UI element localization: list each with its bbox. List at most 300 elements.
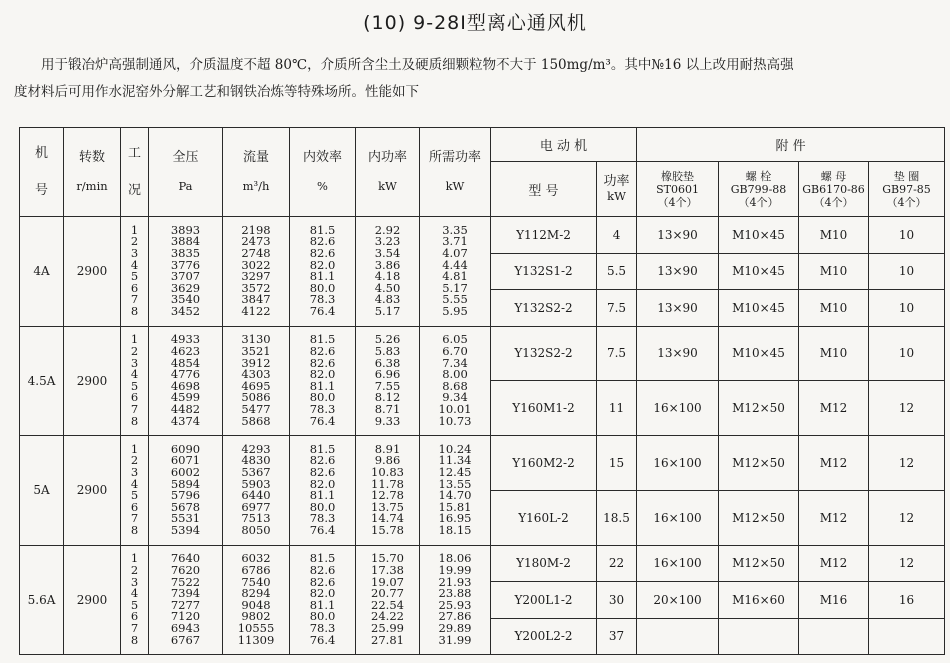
condition-cell-value: 3 xyxy=(130,574,139,589)
rubber-pad-cell xyxy=(637,618,719,655)
condition-cell-value: 6 xyxy=(130,390,139,405)
header-efficiency: 内效率 % xyxy=(290,128,356,217)
required-power-cell-value: 4.44 xyxy=(442,257,468,272)
required-power-cell-value: 9.34 xyxy=(442,390,468,405)
bolt-cell: M10×45 xyxy=(719,253,799,290)
rubber-pad-cell: 16×100 xyxy=(637,381,719,436)
flow-cell-value: 7540 xyxy=(241,574,271,589)
required-power-cell-value: 31.99 xyxy=(438,632,472,647)
motor-model-cell: Y132S2-2 xyxy=(491,326,597,381)
efficiency-cell-value: 78.3 xyxy=(309,620,336,635)
washer-cell: 16 xyxy=(869,582,945,619)
table-row xyxy=(20,326,945,335)
required-power-cell-value: 10.73 xyxy=(438,413,472,428)
internal-power-cell xyxy=(356,326,420,436)
motor-power-cell: 4 xyxy=(597,217,637,254)
bolt-cell: M12×50 xyxy=(719,490,799,545)
pressure-cell xyxy=(149,436,223,546)
condition-cell-value: 4 xyxy=(130,257,139,272)
pressure-cell-value: 5796 xyxy=(170,488,201,503)
internal-power-cell-value: 4.18 xyxy=(374,269,401,284)
internal-power-cell-value: 8.71 xyxy=(374,401,401,416)
efficiency-cell xyxy=(290,217,356,327)
required-power-cell-value: 12.45 xyxy=(438,465,472,480)
flow-cell-value: 6977 xyxy=(241,499,271,514)
pressure-cell-value: 3540 xyxy=(170,292,201,307)
pressure-cell-value: 4374 xyxy=(170,413,201,428)
efficiency-cell-value: 82.6 xyxy=(309,562,336,577)
efficiency-cell-value: 80.0 xyxy=(309,390,336,405)
table-row xyxy=(20,545,945,554)
condition-cell xyxy=(121,326,149,436)
pressure-cell-value: 7120 xyxy=(170,609,201,624)
flow-cell-value: 3572 xyxy=(241,280,271,295)
flow-cell xyxy=(223,436,290,546)
pressure-cell-value: 7394 xyxy=(170,586,201,601)
bolt-cell: M16×60 xyxy=(719,582,799,619)
header-motor-model: 型 号 xyxy=(491,162,597,217)
required-power-cell-value: 27.86 xyxy=(438,609,472,624)
rubber-pad-cell: 13×90 xyxy=(637,326,719,381)
internal-power-cell-value: 14.74 xyxy=(371,511,404,526)
header-motor-group: 电 动 机 xyxy=(491,128,637,162)
motor-power-cell: 5.5 xyxy=(597,253,637,290)
internal-power-cell-value: 25.99 xyxy=(371,620,404,635)
required-power-cell-value: 8.00 xyxy=(442,367,468,382)
efficiency-cell-value: 78.3 xyxy=(309,511,336,526)
pressure-cell xyxy=(149,217,223,327)
internal-power-cell-value: 19.07 xyxy=(371,574,404,589)
page-title: (10) 9-28Ⅰ型离心通风机 xyxy=(363,12,587,34)
condition-cell-value: 4 xyxy=(130,476,139,491)
pressure-cell-value: 3452 xyxy=(170,304,201,319)
table-row xyxy=(20,217,945,226)
flow-cell-value: 4303 xyxy=(241,367,271,382)
internal-power-cell-value: 5.26 xyxy=(374,332,401,347)
efficiency-cell-value: 82.6 xyxy=(309,465,336,480)
efficiency-cell-value: 81.5 xyxy=(309,222,336,237)
intro-paragraph xyxy=(14,52,936,106)
efficiency-cell-value: 82.6 xyxy=(309,355,336,370)
motor-model-cell: Y112M-2 xyxy=(491,217,597,254)
required-power-cell-value: 4.81 xyxy=(442,269,468,284)
internal-power-cell-value: 5.83 xyxy=(374,343,401,358)
motor-power-cell: 18.5 xyxy=(597,490,637,545)
required-power-cell-value: 11.34 xyxy=(438,453,472,468)
internal-power-cell-value: 3.54 xyxy=(374,246,401,261)
condition-cell-value: 8 xyxy=(130,632,139,647)
washer-cell: 12 xyxy=(869,436,945,491)
efficiency-cell-value: 82.0 xyxy=(309,476,336,491)
required-power-cell-value: 14.70 xyxy=(438,488,472,503)
condition-cell-value: 8 xyxy=(130,413,139,428)
flow-cell xyxy=(223,217,290,327)
header-model: 机 号 xyxy=(20,128,64,217)
internal-power-cell-value: 15.70 xyxy=(371,551,404,566)
flow-cell-value: 6440 xyxy=(241,488,271,503)
header-internal-power: 内功率 kW xyxy=(356,128,420,217)
nut-cell: M10 xyxy=(799,217,869,254)
required-power-cell-value: 3.71 xyxy=(442,234,468,249)
condition-cell-value: 6 xyxy=(130,280,139,295)
nut-cell: M12 xyxy=(799,381,869,436)
pressure-cell-value: 3629 xyxy=(170,280,201,295)
rubber-pad-cell: 13×90 xyxy=(637,217,719,254)
condition-cell-value: 7 xyxy=(130,511,139,526)
header-condition: 工 况 xyxy=(121,128,149,217)
nut-cell: M12 xyxy=(799,436,869,491)
pressure-cell-value: 5678 xyxy=(170,499,201,514)
model-cell: 4A xyxy=(20,217,64,327)
efficiency-cell-value: 76.4 xyxy=(309,304,336,319)
motor-model-cell: Y180M-2 xyxy=(491,545,597,582)
model-cell: 5A xyxy=(20,436,64,546)
internal-power-cell-value: 4.83 xyxy=(374,292,401,307)
pressure-cell-value: 4776 xyxy=(170,367,201,382)
condition-cell-value: 2 xyxy=(130,234,139,249)
pressure-cell-value: 6090 xyxy=(170,441,201,456)
condition-cell-value: 1 xyxy=(130,551,139,566)
intro-line-2: 度材料后可用作水泥窑外分解工艺和钢铁冶炼等特殊场所。性能如下 xyxy=(14,84,419,100)
flow-cell-value: 9048 xyxy=(241,597,271,612)
motor-model-cell: Y200L1-2 xyxy=(491,582,597,619)
pressure-cell-value: 3776 xyxy=(170,257,201,272)
motor-power-cell: 22 xyxy=(597,545,637,582)
washer-cell xyxy=(869,618,945,655)
condition-cell-value: 6 xyxy=(130,499,139,514)
motor-power-cell: 7.5 xyxy=(597,290,637,327)
pressure-cell xyxy=(149,545,223,655)
pressure-cell-value: 7277 xyxy=(170,597,201,612)
internal-power-cell-value: 7.55 xyxy=(374,378,401,393)
flow-cell-value: 3297 xyxy=(241,269,271,284)
nut-cell: M16 xyxy=(799,582,869,619)
flow-cell-value: 5903 xyxy=(241,476,271,491)
condition-cell xyxy=(121,217,149,327)
rubber-pad-cell: 16×100 xyxy=(637,436,719,491)
motor-power-cell: 7.5 xyxy=(597,326,637,381)
flow-cell-value: 9802 xyxy=(241,609,271,624)
efficiency-cell-value: 78.3 xyxy=(309,292,336,307)
flow-cell-value: 4122 xyxy=(241,304,271,319)
efficiency-cell-value: 81.1 xyxy=(309,269,336,284)
flow-cell xyxy=(223,545,290,655)
required-power-cell-value: 5.95 xyxy=(442,304,468,319)
header-rubber-pad: 橡胶垫 ST0601 （4个） xyxy=(637,162,719,217)
efficiency-cell-value: 80.0 xyxy=(309,609,336,624)
internal-power-cell xyxy=(356,545,420,655)
condition-cell xyxy=(121,545,149,655)
required-power-cell-value: 15.81 xyxy=(438,499,472,514)
required-power-cell-value: 21.93 xyxy=(438,574,472,589)
required-power-cell-value: 4.07 xyxy=(442,246,468,261)
flow-cell-value: 5367 xyxy=(241,465,271,480)
efficiency-cell xyxy=(290,545,356,655)
header-pressure: 全压 Pa xyxy=(149,128,223,217)
flow-cell-value: 2473 xyxy=(241,234,271,249)
pressure-cell-value: 6943 xyxy=(170,620,201,635)
required-power-cell-value: 6.05 xyxy=(442,332,468,347)
condition-cell-value: 1 xyxy=(130,441,139,456)
efficiency-cell-value: 82.0 xyxy=(309,367,336,382)
flow-cell-value: 8294 xyxy=(241,586,271,601)
efficiency-cell-value: 76.4 xyxy=(309,413,336,428)
condition-cell-value: 7 xyxy=(130,401,139,416)
flow-cell-value: 10555 xyxy=(237,620,275,635)
flow-cell-value: 2198 xyxy=(241,222,271,237)
required-power-cell xyxy=(420,545,491,655)
flow-cell-value: 3912 xyxy=(241,355,271,370)
model-cell: 4.5A xyxy=(20,326,64,436)
table-body xyxy=(20,217,945,655)
condition-cell-value: 2 xyxy=(130,562,139,577)
nut-cell: M10 xyxy=(799,253,869,290)
flow-cell-value: 5086 xyxy=(241,390,271,405)
efficiency-cell-value: 81.5 xyxy=(309,551,336,566)
washer-cell: 12 xyxy=(869,381,945,436)
required-power-cell-value: 3.35 xyxy=(442,222,468,237)
required-power-cell xyxy=(420,326,491,436)
pressure-cell-value: 4623 xyxy=(170,343,201,358)
internal-power-cell-value: 6.38 xyxy=(374,355,401,370)
internal-power-cell-value: 6.96 xyxy=(374,367,401,382)
required-power-cell xyxy=(420,217,491,327)
flow-cell-value: 6786 xyxy=(241,562,271,577)
pressure-cell xyxy=(149,326,223,436)
efficiency-cell-value: 81.5 xyxy=(309,441,336,456)
efficiency-cell-value: 82.6 xyxy=(309,343,336,358)
internal-power-cell-value: 13.75 xyxy=(371,499,404,514)
nut-cell: M10 xyxy=(799,290,869,327)
flow-cell-value: 2748 xyxy=(241,246,271,261)
rubber-pad-cell: 20×100 xyxy=(637,582,719,619)
washer-cell: 12 xyxy=(869,490,945,545)
header-washer: 垫 圈 GB97-85 （4个） xyxy=(869,162,945,217)
motor-model-cell: Y160M1-2 xyxy=(491,381,597,436)
pressure-cell-value: 7522 xyxy=(170,574,201,589)
speed-cell: 2900 xyxy=(64,436,121,546)
bolt-cell: M12×50 xyxy=(719,381,799,436)
internal-power-cell-value: 4.50 xyxy=(374,280,401,295)
flow-cell-value: 11309 xyxy=(237,632,275,647)
efficiency-cell-value: 82.6 xyxy=(309,574,336,589)
pressure-cell-value: 5531 xyxy=(170,511,201,526)
nut-cell: M10 xyxy=(799,326,869,381)
motor-power-cell: 37 xyxy=(597,618,637,655)
speed-cell: 2900 xyxy=(64,545,121,655)
required-power-cell-value: 16.95 xyxy=(438,511,472,526)
pressure-cell-value: 3884 xyxy=(170,234,201,249)
required-power-cell-value: 10.01 xyxy=(438,401,472,416)
pressure-cell-value: 4482 xyxy=(170,401,201,416)
intro-line-1: 用于锻冶炉高强制通风，介质温度不超 80℃，介质所含尘土及硬质细颗粒物不大于 150mg/m³。其中№16 以上改用耐热高强 xyxy=(41,57,794,73)
washer-cell: 10 xyxy=(869,217,945,254)
required-power-cell-value: 8.68 xyxy=(442,378,468,393)
efficiency-cell-value: 81.1 xyxy=(309,488,336,503)
flow-cell-value: 5868 xyxy=(241,413,271,428)
washer-cell: 10 xyxy=(869,290,945,327)
flow-cell-value: 3022 xyxy=(241,257,271,272)
internal-power-cell-value: 20.77 xyxy=(371,586,404,601)
bolt-cell: M12×50 xyxy=(719,545,799,582)
condition-cell-value: 3 xyxy=(130,465,139,480)
internal-power-cell-value: 22.54 xyxy=(371,597,404,612)
rubber-pad-cell: 16×100 xyxy=(637,545,719,582)
required-power-cell-value: 19.99 xyxy=(438,562,472,577)
internal-power-cell-value: 11.78 xyxy=(371,476,404,491)
bolt-cell: M10×45 xyxy=(719,290,799,327)
flow-cell-value: 3130 xyxy=(241,332,271,347)
flow-cell-value: 6032 xyxy=(241,551,271,566)
required-power-cell-value: 7.34 xyxy=(442,355,468,370)
required-power-cell-value: 29.89 xyxy=(438,620,472,635)
condition-cell-value: 3 xyxy=(130,246,139,261)
required-power-cell-value: 23.88 xyxy=(438,586,472,601)
efficiency-cell-value: 81.5 xyxy=(309,332,336,347)
efficiency-cell xyxy=(290,436,356,546)
table-row xyxy=(20,436,945,445)
efficiency-cell-value: 80.0 xyxy=(309,499,336,514)
efficiency-cell-value: 82.6 xyxy=(309,453,336,468)
pressure-cell-value: 3707 xyxy=(170,269,201,284)
condition-cell-value: 4 xyxy=(130,586,139,601)
speed-cell: 2900 xyxy=(64,217,121,327)
internal-power-cell-value: 27.81 xyxy=(371,632,404,647)
pressure-cell-value: 4854 xyxy=(170,355,201,370)
flow-cell-value: 4293 xyxy=(241,441,271,456)
condition-cell-value: 7 xyxy=(130,292,139,307)
pressure-cell-value: 3893 xyxy=(170,222,201,237)
washer-cell: 10 xyxy=(869,253,945,290)
condition-cell-value: 2 xyxy=(130,343,139,358)
pressure-cell-value: 4599 xyxy=(170,390,201,405)
efficiency-cell-value: 78.3 xyxy=(309,401,336,416)
bolt-cell: M12×50 xyxy=(719,436,799,491)
flow-cell xyxy=(223,326,290,436)
efficiency-cell-value: 81.1 xyxy=(309,378,336,393)
internal-power-cell-value: 15.78 xyxy=(371,523,404,538)
internal-power-cell-value: 24.22 xyxy=(371,609,404,624)
internal-power-cell-value: 10.83 xyxy=(371,465,404,480)
condition-cell-value: 1 xyxy=(130,332,139,347)
efficiency-cell xyxy=(290,326,356,436)
required-power-cell-value: 18.15 xyxy=(438,523,472,538)
flow-cell-value: 8050 xyxy=(241,523,271,538)
model-cell: 5.6A xyxy=(20,545,64,655)
washer-cell: 10 xyxy=(869,326,945,381)
internal-power-cell-value: 12.78 xyxy=(371,488,404,503)
condition-cell-value: 1 xyxy=(130,222,139,237)
bolt-cell xyxy=(719,618,799,655)
internal-power-cell-value: 2.92 xyxy=(374,222,401,237)
bolt-cell: M10×45 xyxy=(719,217,799,254)
condition-cell-value: 5 xyxy=(130,597,139,612)
pressure-cell-value: 4698 xyxy=(170,378,201,393)
efficiency-cell-value: 82.0 xyxy=(309,586,336,601)
efficiency-cell-value: 76.4 xyxy=(309,523,336,538)
pressure-cell-value: 5394 xyxy=(170,523,201,538)
flow-cell-value: 3521 xyxy=(241,343,271,358)
motor-model-cell: Y132S1-2 xyxy=(491,253,597,290)
motor-power-cell: 30 xyxy=(597,582,637,619)
flow-cell-value: 4830 xyxy=(241,453,271,468)
header-nut: 螺 母 GB6170-86 （4个） xyxy=(799,162,869,217)
efficiency-cell-value: 82.6 xyxy=(309,246,336,261)
condition-cell-value: 8 xyxy=(130,523,139,538)
pressure-cell-value: 6002 xyxy=(170,465,201,480)
required-power-cell-value: 5.55 xyxy=(442,292,468,307)
required-power-cell xyxy=(420,436,491,546)
header-motor-power: 功率 kW xyxy=(597,162,637,217)
internal-power-cell xyxy=(356,436,420,546)
required-power-cell-value: 25.93 xyxy=(438,597,472,612)
efficiency-cell-value: 76.4 xyxy=(309,632,336,647)
required-power-cell-value: 13.55 xyxy=(438,476,472,491)
motor-power-cell: 15 xyxy=(597,436,637,491)
header-required-power: 所需功率 kW xyxy=(420,128,491,217)
header-speed: 转数 r/min xyxy=(64,128,121,217)
pressure-cell-value: 6071 xyxy=(170,453,201,468)
efficiency-cell-value: 81.1 xyxy=(309,597,336,612)
efficiency-cell-value: 82.0 xyxy=(309,257,336,272)
efficiency-cell-value: 82.6 xyxy=(309,234,336,249)
internal-power-cell-value: 8.12 xyxy=(374,390,401,405)
condition-cell-value: 4 xyxy=(130,367,139,382)
required-power-cell-value: 10.24 xyxy=(438,441,472,456)
required-power-cell-value: 18.06 xyxy=(438,551,472,566)
rubber-pad-cell: 13×90 xyxy=(637,290,719,327)
condition-cell-value: 6 xyxy=(130,609,139,624)
flow-cell-value: 3847 xyxy=(241,292,271,307)
nut-cell: M12 xyxy=(799,545,869,582)
pressure-cell-value: 7640 xyxy=(170,551,201,566)
pressure-cell-value: 4933 xyxy=(170,332,201,347)
motor-model-cell: Y160L-2 xyxy=(491,490,597,545)
motor-model-cell: Y160M2-2 xyxy=(491,436,597,491)
internal-power-cell-value: 5.17 xyxy=(374,304,401,319)
internal-power-cell-value: 9.86 xyxy=(374,453,401,468)
washer-cell: 12 xyxy=(869,545,945,582)
header-bolt: 螺 栓 GB799-88 （4个） xyxy=(719,162,799,217)
condition-cell-value: 5 xyxy=(130,269,139,284)
speed-cell: 2900 xyxy=(64,326,121,436)
rubber-pad-cell: 13×90 xyxy=(637,253,719,290)
internal-power-cell-value: 17.38 xyxy=(371,562,404,577)
motor-model-cell: Y132S2-2 xyxy=(491,290,597,327)
flow-cell-value: 5477 xyxy=(241,401,271,416)
header-flow: 流量 m³/h xyxy=(223,128,290,217)
header-accessories-group: 附 件 xyxy=(637,128,945,162)
flow-cell-value: 4695 xyxy=(241,378,271,393)
internal-power-cell-value: 3.86 xyxy=(374,257,401,272)
pressure-cell-value: 7620 xyxy=(170,562,201,577)
nut-cell xyxy=(799,618,869,655)
condition-cell-value: 2 xyxy=(130,453,139,468)
motor-power-cell: 11 xyxy=(597,381,637,436)
pressure-cell-value: 6767 xyxy=(170,632,201,647)
condition-cell-value: 3 xyxy=(130,355,139,370)
efficiency-cell-value: 80.0 xyxy=(309,280,336,295)
condition-cell xyxy=(121,436,149,546)
condition-cell-value: 8 xyxy=(130,304,139,319)
internal-power-cell-value: 3.23 xyxy=(374,234,401,249)
internal-power-cell-value: 8.91 xyxy=(374,441,401,456)
nut-cell: M12 xyxy=(799,490,869,545)
pressure-cell-value: 5894 xyxy=(170,476,201,491)
required-power-cell-value: 6.70 xyxy=(442,343,468,358)
motor-model-cell: Y200L2-2 xyxy=(491,618,597,655)
pressure-cell-value: 3835 xyxy=(170,246,201,261)
